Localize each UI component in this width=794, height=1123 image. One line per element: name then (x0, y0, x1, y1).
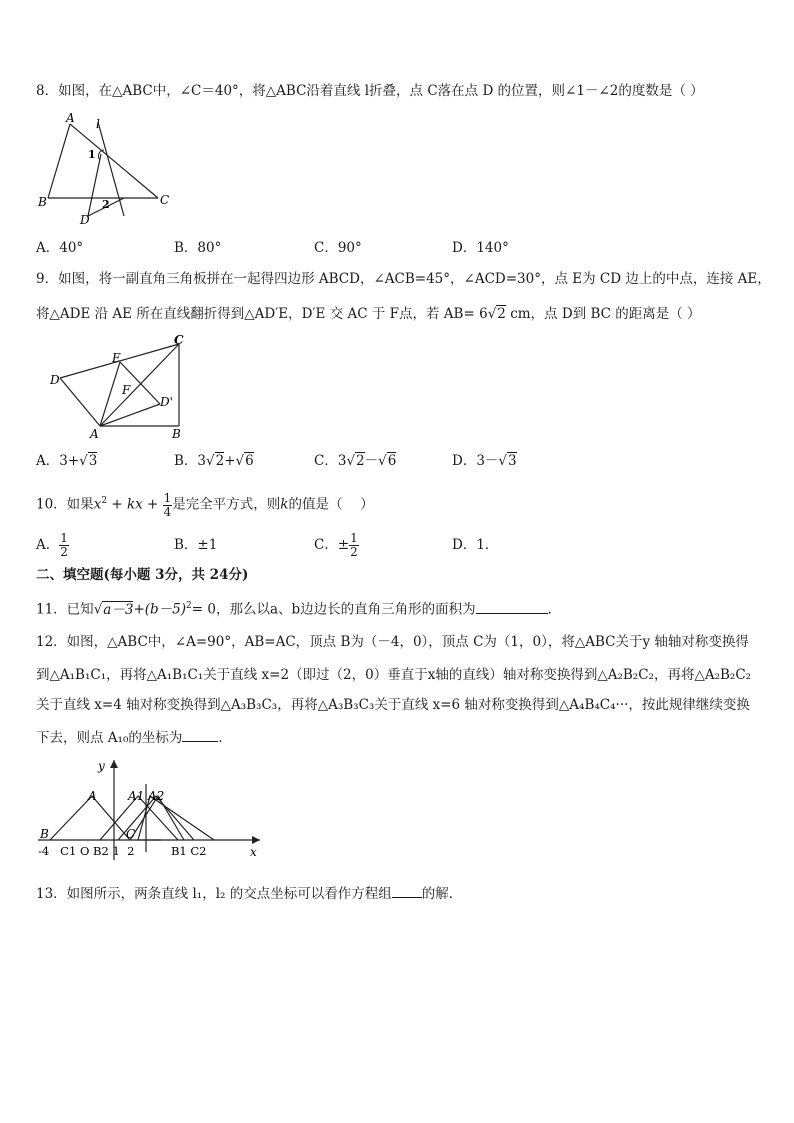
q10-text: 10．如果$x^2$ + kx + $\frac{1}{4}$ 是完全平方式，则k的值是（ ） (36, 490, 374, 519)
q12-axis-ticks: -4 C1 O B2 1 2 B1 C2 (38, 844, 207, 858)
q10-option-c: C．± $\frac{1}{2}$ (314, 531, 358, 559)
q12-figure (34, 756, 270, 862)
q12-label-x: x (250, 845, 257, 859)
q8-option-d: D．140° (452, 240, 509, 256)
q12-label-a1: A1 (128, 789, 145, 803)
q9-line2-rad: 2 (497, 306, 506, 322)
q9-option-c: C．3√2－√6 (314, 453, 397, 469)
q9-option-d: D．3－√3 (452, 453, 517, 469)
section-fill-in-header: 二、填空题(每小题 3分，共 24分) (36, 567, 249, 583)
q8-option-a: A．40° (36, 240, 84, 256)
q12-label-a: A (88, 789, 97, 803)
q9-label-c: C (174, 334, 184, 347)
q12-line2: 到△A₁B₁C₁，再将△A₁B₁C₁关于直线 x=2（即过（2，0）垂直于x轴的直线）轴对称变换得到△A₂B₂C₂，再将△A₂B₂C₂ (36, 667, 752, 683)
q8-text: 8．如图，在△ABC中，∠C＝40°，将△ABC沿着直线 l折叠，点 C落在点 D 的位置，则∠1－∠2的度数是（ ） (36, 83, 704, 99)
q12-answer-blank[interactable] (182, 729, 218, 742)
q12-label-y: y (98, 759, 105, 773)
q9-sqrt-sign: √ (487, 306, 497, 322)
q11-text: 11．已知$√a-3+(b-5)^2= 0$，那么以a、b边边长的直角三角形的面积为 ． (36, 601, 562, 618)
q12-label-a2: A2 (148, 789, 165, 803)
q8-option-c: C．90° (314, 240, 362, 256)
q9-label-d: D (50, 373, 60, 387)
q13-answer-blank[interactable] (392, 885, 422, 898)
q12-line4: 下去，则点 A₁₀的坐标为 ． (36, 730, 232, 746)
q8-figure (36, 112, 176, 227)
q12-label-c: C (126, 827, 136, 841)
q8-label-l: l (96, 117, 100, 131)
q9-label-dprime: D' (160, 395, 173, 409)
q9-line1: 9．如图，将一副直角三角板拼在一起得四边形 ABCD，∠ACB=45°，∠ACD=30°，点 E为 CD 边上的中点，连接 AE， (36, 271, 771, 287)
q8-label-1: 1 (88, 148, 96, 161)
q8-label-d: D (80, 213, 90, 227)
q9-line2-b: cm，点 D到 BC 的距离是（ ） (510, 306, 701, 322)
q9-label-e: E (112, 351, 121, 365)
q9-label-f: F (122, 383, 131, 397)
q9-line2-a: 将△ADE 沿 AE 所在直线翻折得到△AD′E，D′E 交 AC 于 F点，若 AB= (36, 306, 475, 322)
q9-option-a: A．3+√3 (36, 453, 98, 469)
q9-label-b: B (172, 427, 181, 441)
q9-label-a: A (90, 427, 99, 441)
q13-text: 13．如图所示，两条直线 l₁，l₂ 的交点坐标可以看作方程组 的解． (36, 886, 463, 902)
q9-line2 (36, 305, 701, 323)
q8-option-b: B．80° (174, 240, 222, 256)
q8-label-2: 2 (102, 198, 110, 211)
q8-label-b: B (38, 195, 47, 209)
q10-option-a: A． $\frac{1}{2}$ (36, 531, 68, 559)
q12-line1: 12．如图，△ABC中，∠A=90°，AB=AC，顶点 B为（－4，0），顶点 C为（1，0），将△ABC关于y 轴轴对称变换得 (36, 634, 749, 650)
q9-figure (48, 334, 198, 446)
q9-line2-coef: 6 (479, 306, 488, 322)
q12-label-b: B (40, 827, 49, 841)
q10-fraction: $\frac{1}{4}$ (163, 490, 172, 519)
q9-option-b: B．3√2+√6 (174, 453, 254, 469)
q10-option-b: B．±1 (174, 537, 218, 553)
q8-label-c: C (160, 193, 170, 207)
q11-answer-blank[interactable] (476, 601, 548, 614)
q12-line3: 关于直线 x=4 轴对称变换得到△A₃B₃C₃，再将△A₃B₃C₃关于直线 x=6 轴对称变换得到△A₄B₄C₄···，按此规律继续变换 (36, 697, 750, 713)
q10-option-d: D．1． (452, 537, 499, 553)
q8-label-a: A (66, 112, 75, 125)
